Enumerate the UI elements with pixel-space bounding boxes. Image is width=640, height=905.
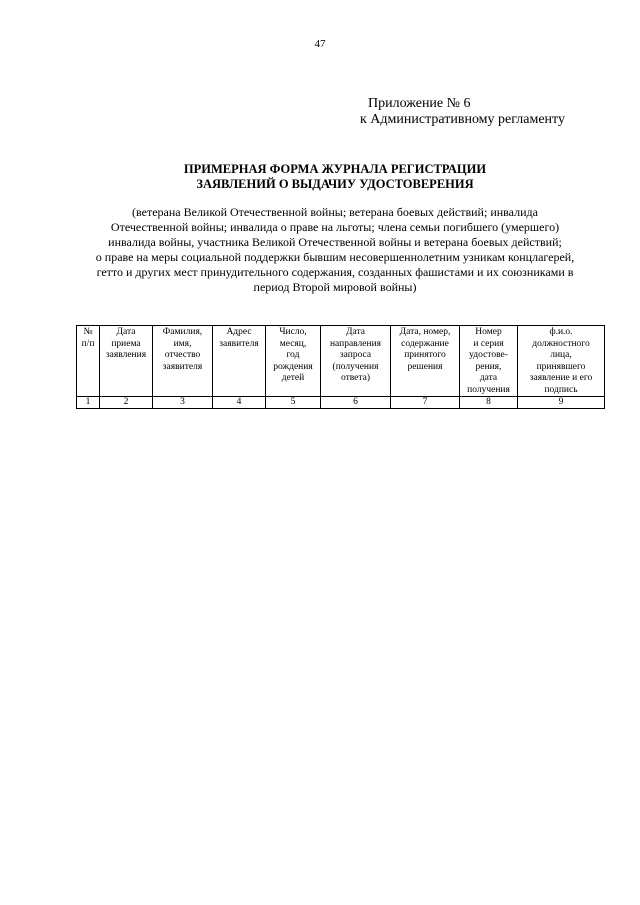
column-number: 3 (153, 397, 213, 409)
registration-journal-table (76, 325, 605, 409)
subtitle-line-2: Отечественной войны; инвалида о праве на льготы; члена семьи погибшего (умершего) (110, 220, 560, 234)
column-header: ф.и.о. должностного лица, принявшего заявление и его подпись (518, 326, 605, 397)
appendix-number: Приложение № 6 (368, 96, 471, 111)
subtitle-line-4: о праве на меры социальной поддержки бывшим несовершеннолетним узникам концлагерей, (95, 250, 575, 264)
column-header: Число, месяц, год рождения детей (266, 326, 321, 397)
title-line-2: ЗАЯВЛЕНИЙ О ВЫДАЧИУ УДОСТОВЕРЕНИЯ (196, 177, 474, 191)
column-number: 9 (518, 397, 605, 409)
subtitle-line-1: (ветерана Великой Отечественной войны; ветерана боевых действий; инвалида (132, 205, 538, 219)
column-number: 4 (213, 397, 266, 409)
column-header: Номер и серия удостове- рения, дата получения (460, 326, 518, 397)
column-number: 7 (391, 397, 460, 409)
column-header: Адрес заявителя (213, 326, 266, 397)
column-number-row (77, 397, 605, 409)
table-header-row (77, 326, 605, 397)
document-title (0, 162, 640, 192)
column-header: Дата направления запроса (получения ответа) (321, 326, 391, 397)
subtitle-line-5: гетто и других мест принудительного содержания, созданных фашистами и их союзниками в (96, 265, 574, 279)
appendix-header (360, 96, 620, 128)
column-number: 6 (321, 397, 391, 409)
column-header: Фамилия, имя, отчество заявителя (153, 326, 213, 397)
column-number: 5 (266, 397, 321, 409)
page-number: 47 (314, 38, 326, 50)
title-line-1: ПРИМЕРНАЯ ФОРМА ЖУРНАЛА РЕГИСТРАЦИИ (183, 162, 487, 176)
column-number: 1 (77, 397, 100, 409)
column-number: 2 (100, 397, 153, 409)
document-subtitle (60, 205, 610, 295)
column-header: Дата приема заявления (100, 326, 153, 397)
appendix-reference: к Административному регламенту (360, 112, 565, 127)
subtitle-line-6: период Второй мировой войны) (253, 280, 417, 294)
subtitle-line-3: инвалида войны, участника Великой Отечественной войны и ветерана боевых действий; (108, 235, 562, 249)
column-header: № п/п (77, 326, 100, 397)
column-header: Дата, номер, содержание принятого решения (391, 326, 460, 397)
column-number: 8 (460, 397, 518, 409)
